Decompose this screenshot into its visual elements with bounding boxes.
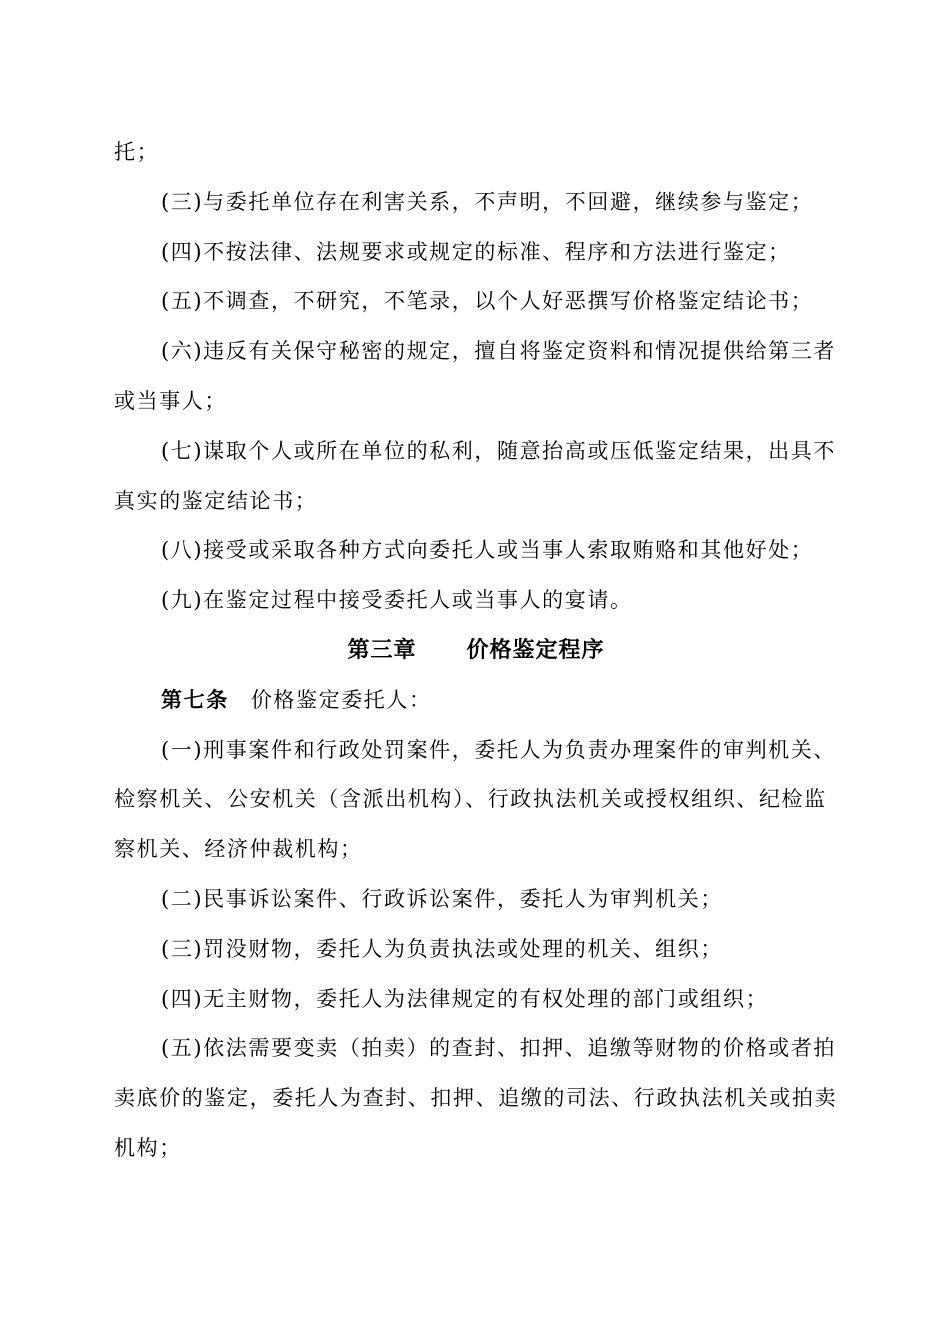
list-item-3: (三)与委托单位存在利害关系，不声明，不回避，继续参与鉴定； [161,189,814,214]
article-7 [114,676,838,726]
clause-1-cont: 察机关、经济仲裁机构； [114,837,363,862]
article-label: 第七条 [161,687,229,712]
list-item-7-cont: 真实的鉴定结论书； [114,488,318,513]
document-body [114,128,838,1174]
clause-1-cont: 检察机关、公安机关（含派出机构）、行政执法机关或授权组织、纪检监 [114,787,827,812]
clause-2: (二)民事诉讼案件、行政诉讼案件，委托人为审判机关； [161,886,723,911]
clause-5: (五)依法需要变卖（拍卖）的查封、扣押、追缴等财物的价格或者拍 [161,1036,836,1061]
clause-3: (三)罚没财物，委托人为负责执法或处理的机关、组织； [161,936,723,961]
list-item-4: (四)不按法律、法规要求或规定的标准、程序和方法进行鉴定； [161,239,791,264]
list-item-9: (九)在鉴定过程中接受委托人或当事人的宴请。 [161,588,633,613]
clause-5-cont: 机构； [114,1135,182,1160]
list-item-6: (六)违反有关保守秘密的规定，擅自将鉴定资料和情况提供给第三者 [161,339,836,364]
text-line: 托； [114,140,160,164]
list-item-5: (五)不调查，不研究，不笔录，以个人好恶撰写价格鉴定结论书； [161,289,814,314]
article-text: 价格鉴定委托人： [250,687,432,712]
clause-5-cont: 卖底价的鉴定，委托人为查封、扣押、追缴的司法、行政执法机关或拍卖 [114,1086,838,1111]
chapter-heading [114,626,838,676]
list-item-7: (七)谋取个人或所在单位的私利，随意抬高或压低鉴定结果，出具不 [161,438,836,463]
list-item-8: (八)接受或采取各种方式向委托人或当事人索取贿赂和其他好处； [161,538,814,563]
list-item-6-cont: 或当事人； [114,388,227,413]
clause-1: (一)刑事案件和行政处罚案件，委托人为负责办理案件的审判机关、 [161,737,836,762]
chapter-title: 价格鉴定程序 [466,637,605,663]
clause-4: (四)无主财物，委托人为法律规定的有权处理的部门或组织； [161,986,769,1011]
chapter-number: 第三章 [347,637,417,663]
